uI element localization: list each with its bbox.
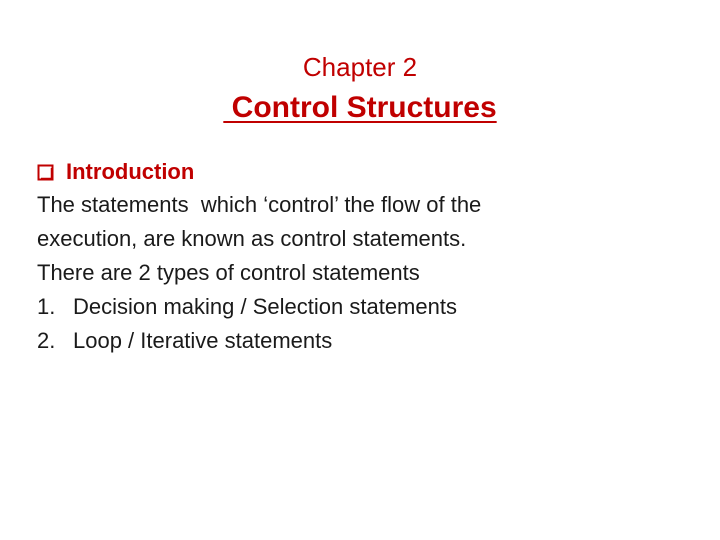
chapter-label: Chapter 2 — [302, 52, 418, 82]
checkbox-bullet-icon — [37, 164, 54, 181]
paragraph-line: There are 2 types of control statements — [37, 260, 420, 285]
section-heading — [37, 156, 194, 188]
list-item-text: Loop / Iterative statements — [73, 328, 333, 353]
paragraph-line: execution, are known as control statements. — [37, 226, 467, 251]
slide-title — [0, 88, 720, 128]
section-heading-text: Introduction — [66, 159, 195, 184]
list-item — [37, 324, 697, 358]
paragraph-line: The statements which ‘control’ the flow of the — [37, 192, 482, 217]
list-item-number: 1. — [37, 294, 56, 319]
list-item-text: Decision making / Selection statements — [73, 294, 457, 319]
list-item-number: 2. — [37, 328, 56, 353]
slide-title-text: Control Structures — [223, 91, 497, 124]
slide-body — [37, 188, 697, 358]
list-item — [37, 290, 697, 324]
